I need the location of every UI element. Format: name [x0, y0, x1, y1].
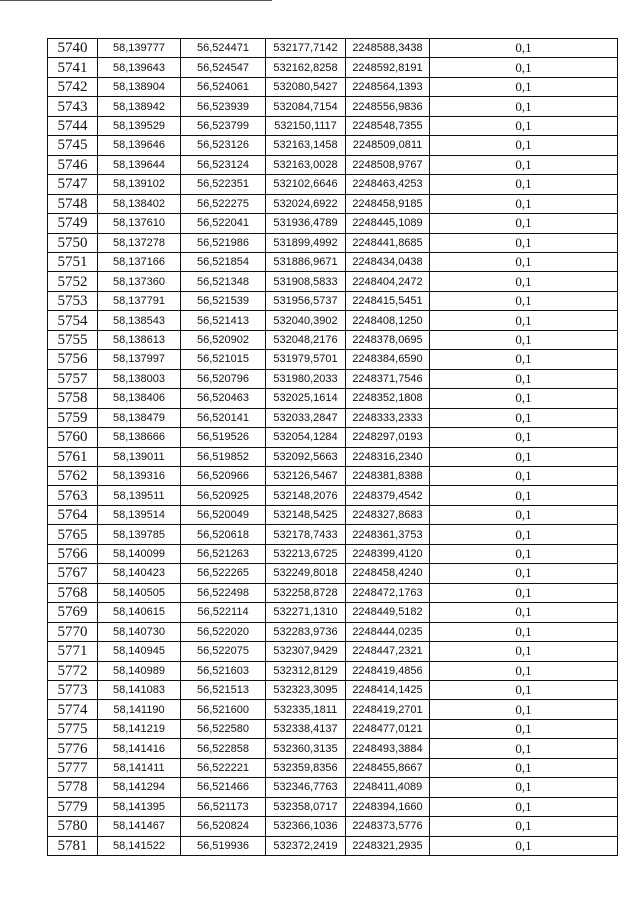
cell-coord-x: 532283,9736 [266, 622, 346, 641]
cell-coord-y: 2248316,2340 [346, 447, 430, 466]
cell-longitude: 56,519936 [181, 836, 266, 855]
cell-longitude: 56,520141 [181, 408, 266, 427]
cell-longitude: 56,522020 [181, 622, 266, 641]
cell-latitude: 58,141395 [98, 797, 181, 816]
cell-point-number: 5742 [48, 77, 98, 96]
coordinates-table [47, 38, 618, 856]
cell-latitude: 58,137278 [98, 233, 181, 252]
cell-coord-x: 532360,3135 [266, 739, 346, 758]
cell-latitude: 58,140615 [98, 603, 181, 622]
cell-coord-y: 2248508,9767 [346, 155, 430, 174]
cell-longitude: 56,520966 [181, 466, 266, 485]
cell-point-number: 5746 [48, 155, 98, 174]
cell-error-value: 0,1 [430, 272, 618, 291]
coordinates-table-body [48, 39, 618, 856]
cell-longitude: 56,523799 [181, 116, 266, 135]
table-row [48, 758, 618, 777]
cell-error-value: 0,1 [430, 817, 618, 836]
cell-longitude: 56,524547 [181, 58, 266, 77]
cell-point-number: 5758 [48, 389, 98, 408]
cell-longitude: 56,519526 [181, 428, 266, 447]
cell-coord-x: 532335,1811 [266, 700, 346, 719]
cell-error-value: 0,1 [430, 680, 618, 699]
cell-coord-y: 2248445,1089 [346, 214, 430, 233]
cell-coord-x: 532025,1614 [266, 389, 346, 408]
cell-error-value: 0,1 [430, 758, 618, 777]
cell-point-number: 5748 [48, 194, 98, 213]
cell-coord-y: 2248493,3884 [346, 739, 430, 758]
cell-coord-y: 2248381,8388 [346, 466, 430, 485]
cell-latitude: 58,137610 [98, 214, 181, 233]
cell-coord-x: 532359,8356 [266, 758, 346, 777]
cell-coord-y: 2248447,2321 [346, 642, 430, 661]
cell-error-value: 0,1 [430, 583, 618, 602]
cell-error-value: 0,1 [430, 486, 618, 505]
cell-longitude: 56,520049 [181, 505, 266, 524]
cell-coord-y: 2248371,7546 [346, 369, 430, 388]
cell-error-value: 0,1 [430, 564, 618, 583]
table-row [48, 252, 618, 271]
table-row [48, 97, 618, 116]
cell-longitude: 56,521173 [181, 797, 266, 816]
cell-latitude: 58,138942 [98, 97, 181, 116]
table-row [48, 817, 618, 836]
cell-longitude: 56,519852 [181, 447, 266, 466]
table-row [48, 583, 618, 602]
cell-coord-y: 2248419,4856 [346, 661, 430, 680]
cell-latitude: 58,140505 [98, 583, 181, 602]
cell-coord-y: 2248408,1250 [346, 311, 430, 330]
table-row [48, 389, 618, 408]
cell-point-number: 5766 [48, 544, 98, 563]
cell-longitude: 56,521600 [181, 700, 266, 719]
cell-latitude: 58,138543 [98, 311, 181, 330]
table-row [48, 447, 618, 466]
cell-error-value: 0,1 [430, 369, 618, 388]
cell-latitude: 58,140945 [98, 642, 181, 661]
cell-longitude: 56,521854 [181, 252, 266, 271]
cell-longitude: 56,522265 [181, 564, 266, 583]
cell-coord-y: 2248327,8683 [346, 505, 430, 524]
table-row [48, 116, 618, 135]
cell-coord-y: 2248592,8191 [346, 58, 430, 77]
cell-point-number: 5774 [48, 700, 98, 719]
cell-longitude: 56,523124 [181, 155, 266, 174]
cell-longitude: 56,523939 [181, 97, 266, 116]
cell-point-number: 5770 [48, 622, 98, 641]
cell-point-number: 5740 [48, 39, 98, 58]
cell-longitude: 56,520925 [181, 486, 266, 505]
cell-point-number: 5762 [48, 466, 98, 485]
cell-error-value: 0,1 [430, 466, 618, 485]
table-row [48, 778, 618, 797]
cell-point-number: 5760 [48, 428, 98, 447]
cell-coord-y: 2248477,0121 [346, 719, 430, 738]
cell-longitude: 56,521263 [181, 544, 266, 563]
cell-point-number: 5773 [48, 680, 98, 699]
cell-longitude: 56,521986 [181, 233, 266, 252]
cell-coord-x: 532307,9429 [266, 642, 346, 661]
cell-latitude: 58,141522 [98, 836, 181, 855]
cell-longitude: 56,522498 [181, 583, 266, 602]
table-row [48, 739, 618, 758]
cell-error-value: 0,1 [430, 330, 618, 349]
cell-coord-y: 2248444,0235 [346, 622, 430, 641]
table-row [48, 311, 618, 330]
table-row [48, 194, 618, 213]
cell-coord-y: 2248415,5451 [346, 291, 430, 310]
table-row [48, 719, 618, 738]
cell-longitude: 56,521348 [181, 272, 266, 291]
table-row [48, 466, 618, 485]
cell-coord-x: 531956,5737 [266, 291, 346, 310]
table-row [48, 58, 618, 77]
table-row [48, 214, 618, 233]
cell-coord-x: 532148,2076 [266, 486, 346, 505]
cell-latitude: 58,141411 [98, 758, 181, 777]
cell-latitude: 58,141467 [98, 817, 181, 836]
cell-point-number: 5780 [48, 817, 98, 836]
cell-coord-x: 531936,4789 [266, 214, 346, 233]
cell-coord-y: 2248564,1393 [346, 77, 430, 96]
cell-latitude: 58,139316 [98, 466, 181, 485]
cell-longitude: 56,523126 [181, 136, 266, 155]
cell-coord-x: 531886,9671 [266, 252, 346, 271]
cell-coord-y: 2248384,6590 [346, 350, 430, 369]
cell-point-number: 5755 [48, 330, 98, 349]
cell-coord-x: 532162,8258 [266, 58, 346, 77]
cell-coord-y: 2248458,4240 [346, 564, 430, 583]
table-row [48, 661, 618, 680]
cell-coord-y: 2248404,2472 [346, 272, 430, 291]
cell-latitude: 58,140989 [98, 661, 181, 680]
cell-coord-y: 2248509,0811 [346, 136, 430, 155]
cell-longitude: 56,524061 [181, 77, 266, 96]
cell-coord-x: 532178,7433 [266, 525, 346, 544]
cell-longitude: 56,521466 [181, 778, 266, 797]
cell-error-value: 0,1 [430, 39, 618, 58]
cell-point-number: 5761 [48, 447, 98, 466]
table-row [48, 136, 618, 155]
cell-coord-x: 532040,3902 [266, 311, 346, 330]
cell-longitude: 56,522041 [181, 214, 266, 233]
cell-error-value: 0,1 [430, 155, 618, 174]
cell-error-value: 0,1 [430, 719, 618, 738]
cell-coord-x: 532213,6725 [266, 544, 346, 563]
cell-coord-x: 532271,1310 [266, 603, 346, 622]
cell-latitude: 58,137791 [98, 291, 181, 310]
table-row [48, 700, 618, 719]
table-row [48, 836, 618, 855]
cell-error-value: 0,1 [430, 778, 618, 797]
cell-error-value: 0,1 [430, 428, 618, 447]
cell-longitude: 56,521603 [181, 661, 266, 680]
cell-coord-x: 532048,2176 [266, 330, 346, 349]
cell-coord-x: 532312,8129 [266, 661, 346, 680]
cell-coord-x: 532177,7142 [266, 39, 346, 58]
cell-point-number: 5775 [48, 719, 98, 738]
cell-latitude: 58,138613 [98, 330, 181, 349]
cell-point-number: 5741 [48, 58, 98, 77]
cell-coord-x: 531899,4992 [266, 233, 346, 252]
cell-latitude: 58,140423 [98, 564, 181, 583]
cell-point-number: 5744 [48, 116, 98, 135]
cell-coord-y: 2248378,0695 [346, 330, 430, 349]
cell-coord-y: 2248434,0438 [346, 252, 430, 271]
cell-point-number: 5754 [48, 311, 98, 330]
cell-latitude: 58,138666 [98, 428, 181, 447]
cell-coord-x: 532092,5663 [266, 447, 346, 466]
cell-coord-y: 2248441,8685 [346, 233, 430, 252]
cell-coord-x: 532033,2847 [266, 408, 346, 427]
cell-error-value: 0,1 [430, 194, 618, 213]
cell-point-number: 5768 [48, 583, 98, 602]
cell-latitude: 58,141416 [98, 739, 181, 758]
cell-latitude: 58,138003 [98, 369, 181, 388]
cell-point-number: 5757 [48, 369, 98, 388]
cell-error-value: 0,1 [430, 175, 618, 194]
cell-error-value: 0,1 [430, 389, 618, 408]
cell-latitude: 58,139529 [98, 116, 181, 135]
cell-longitude: 56,522351 [181, 175, 266, 194]
cell-coord-x: 532249,8018 [266, 564, 346, 583]
cell-coord-x: 532163,1458 [266, 136, 346, 155]
cell-error-value: 0,1 [430, 252, 618, 271]
cell-error-value: 0,1 [430, 311, 618, 330]
page-top-rule [0, 0, 272, 1]
cell-point-number: 5769 [48, 603, 98, 622]
cell-point-number: 5747 [48, 175, 98, 194]
cell-latitude: 58,141294 [98, 778, 181, 797]
cell-longitude: 56,522114 [181, 603, 266, 622]
table-row [48, 233, 618, 252]
cell-coord-x: 532126,5467 [266, 466, 346, 485]
cell-longitude: 56,520618 [181, 525, 266, 544]
cell-latitude: 58,138406 [98, 389, 181, 408]
cell-point-number: 5750 [48, 233, 98, 252]
cell-latitude: 58,141219 [98, 719, 181, 738]
cell-coord-y: 2248411,4089 [346, 778, 430, 797]
cell-latitude: 58,138904 [98, 77, 181, 96]
cell-error-value: 0,1 [430, 233, 618, 252]
cell-error-value: 0,1 [430, 739, 618, 758]
cell-coord-x: 532258,8728 [266, 583, 346, 602]
table-row [48, 525, 618, 544]
cell-error-value: 0,1 [430, 525, 618, 544]
cell-coord-y: 2248548,7355 [346, 116, 430, 135]
cell-coord-x: 532163,0028 [266, 155, 346, 174]
cell-coord-y: 2248373,5776 [346, 817, 430, 836]
cell-latitude: 58,137360 [98, 272, 181, 291]
cell-coord-y: 2248455,8667 [346, 758, 430, 777]
cell-coord-x: 532338,4137 [266, 719, 346, 738]
cell-coord-x: 532054,1284 [266, 428, 346, 447]
table-row [48, 486, 618, 505]
cell-latitude: 58,141190 [98, 700, 181, 719]
cell-point-number: 5759 [48, 408, 98, 427]
table-row [48, 428, 618, 447]
cell-error-value: 0,1 [430, 58, 618, 77]
cell-coord-y: 2248449,5182 [346, 603, 430, 622]
cell-latitude: 58,139785 [98, 525, 181, 544]
cell-latitude: 58,139643 [98, 58, 181, 77]
cell-error-value: 0,1 [430, 116, 618, 135]
cell-longitude: 56,521413 [181, 311, 266, 330]
cell-latitude: 58,140099 [98, 544, 181, 563]
cell-error-value: 0,1 [430, 622, 618, 641]
cell-coord-x: 532080,5427 [266, 77, 346, 96]
table-row [48, 544, 618, 563]
cell-point-number: 5777 [48, 758, 98, 777]
cell-longitude: 56,522075 [181, 642, 266, 661]
cell-coord-y: 2248321,2935 [346, 836, 430, 855]
cell-point-number: 5756 [48, 350, 98, 369]
cell-coord-x: 532150,1117 [266, 116, 346, 135]
table-row [48, 505, 618, 524]
table-row [48, 272, 618, 291]
table-row [48, 564, 618, 583]
cell-coord-y: 2248458,9185 [346, 194, 430, 213]
cell-point-number: 5778 [48, 778, 98, 797]
cell-longitude: 56,524471 [181, 39, 266, 58]
cell-error-value: 0,1 [430, 291, 618, 310]
cell-error-value: 0,1 [430, 408, 618, 427]
cell-point-number: 5767 [48, 564, 98, 583]
table-row [48, 350, 618, 369]
cell-point-number: 5752 [48, 272, 98, 291]
cell-error-value: 0,1 [430, 136, 618, 155]
cell-point-number: 5749 [48, 214, 98, 233]
cell-coord-y: 2248394,1660 [346, 797, 430, 816]
table-row [48, 408, 618, 427]
cell-error-value: 0,1 [430, 661, 618, 680]
cell-coord-x: 531908,5833 [266, 272, 346, 291]
table-row [48, 39, 618, 58]
cell-error-value: 0,1 [430, 642, 618, 661]
cell-latitude: 58,137997 [98, 350, 181, 369]
cell-latitude: 58,139511 [98, 486, 181, 505]
cell-point-number: 5781 [48, 836, 98, 855]
cell-coord-y: 2248361,3753 [346, 525, 430, 544]
cell-longitude: 56,520902 [181, 330, 266, 349]
cell-latitude: 58,139646 [98, 136, 181, 155]
cell-coord-y: 2248472,1763 [346, 583, 430, 602]
table-row [48, 797, 618, 816]
cell-longitude: 56,521015 [181, 350, 266, 369]
cell-coord-x: 532323,3095 [266, 680, 346, 699]
cell-point-number: 5745 [48, 136, 98, 155]
cell-error-value: 0,1 [430, 214, 618, 233]
cell-longitude: 56,521539 [181, 291, 266, 310]
cell-coord-y: 2248399,4120 [346, 544, 430, 563]
cell-error-value: 0,1 [430, 603, 618, 622]
cell-error-value: 0,1 [430, 505, 618, 524]
cell-coord-x: 531979,5701 [266, 350, 346, 369]
cell-coord-y: 2248588,3438 [346, 39, 430, 58]
cell-coord-x: 532102,6646 [266, 175, 346, 194]
cell-point-number: 5743 [48, 97, 98, 116]
cell-point-number: 5772 [48, 661, 98, 680]
cell-error-value: 0,1 [430, 544, 618, 563]
table-row [48, 330, 618, 349]
cell-longitude: 56,522221 [181, 758, 266, 777]
cell-coord-x: 532024,6922 [266, 194, 346, 213]
cell-point-number: 5771 [48, 642, 98, 661]
cell-latitude: 58,137166 [98, 252, 181, 271]
cell-coord-y: 2248333,2333 [346, 408, 430, 427]
cell-longitude: 56,522580 [181, 719, 266, 738]
cell-coord-x: 532366,1036 [266, 817, 346, 836]
cell-longitude: 56,521513 [181, 680, 266, 699]
table-row [48, 77, 618, 96]
cell-latitude: 58,138402 [98, 194, 181, 213]
cell-latitude: 58,140730 [98, 622, 181, 641]
table-row [48, 622, 618, 641]
cell-latitude: 58,139102 [98, 175, 181, 194]
cell-coord-y: 2248419,2701 [346, 700, 430, 719]
table-row [48, 291, 618, 310]
cell-latitude: 58,139011 [98, 447, 181, 466]
cell-point-number: 5776 [48, 739, 98, 758]
cell-longitude: 56,520824 [181, 817, 266, 836]
cell-longitude: 56,522858 [181, 739, 266, 758]
cell-point-number: 5751 [48, 252, 98, 271]
cell-error-value: 0,1 [430, 700, 618, 719]
cell-coord-x: 532358,0717 [266, 797, 346, 816]
cell-error-value: 0,1 [430, 350, 618, 369]
table-row [48, 175, 618, 194]
cell-latitude: 58,139777 [98, 39, 181, 58]
cell-error-value: 0,1 [430, 77, 618, 96]
table-row [48, 369, 618, 388]
cell-point-number: 5765 [48, 525, 98, 544]
cell-coord-y: 2248297,0193 [346, 428, 430, 447]
cell-error-value: 0,1 [430, 97, 618, 116]
cell-coord-x: 532148,5425 [266, 505, 346, 524]
cell-coord-y: 2248556,9836 [346, 97, 430, 116]
cell-latitude: 58,141083 [98, 680, 181, 699]
cell-coord-y: 2248463,4253 [346, 175, 430, 194]
cell-coord-x: 532372,2419 [266, 836, 346, 855]
table-row [48, 642, 618, 661]
cell-coord-x: 532346,7763 [266, 778, 346, 797]
cell-point-number: 5763 [48, 486, 98, 505]
cell-point-number: 5764 [48, 505, 98, 524]
cell-latitude: 58,138479 [98, 408, 181, 427]
cell-longitude: 56,522275 [181, 194, 266, 213]
cell-latitude: 58,139514 [98, 505, 181, 524]
cell-error-value: 0,1 [430, 797, 618, 816]
cell-coord-y: 2248379,4542 [346, 486, 430, 505]
cell-error-value: 0,1 [430, 836, 618, 855]
table-row [48, 680, 618, 699]
cell-point-number: 5779 [48, 797, 98, 816]
cell-longitude: 56,520463 [181, 389, 266, 408]
table-row [48, 155, 618, 174]
table-row [48, 603, 618, 622]
cell-point-number: 5753 [48, 291, 98, 310]
cell-coord-y: 2248352,1808 [346, 389, 430, 408]
cell-latitude: 58,139644 [98, 155, 181, 174]
cell-coord-y: 2248414,1425 [346, 680, 430, 699]
cell-longitude: 56,520796 [181, 369, 266, 388]
cell-error-value: 0,1 [430, 447, 618, 466]
cell-coord-x: 531980,2033 [266, 369, 346, 388]
cell-coord-x: 532084,7154 [266, 97, 346, 116]
